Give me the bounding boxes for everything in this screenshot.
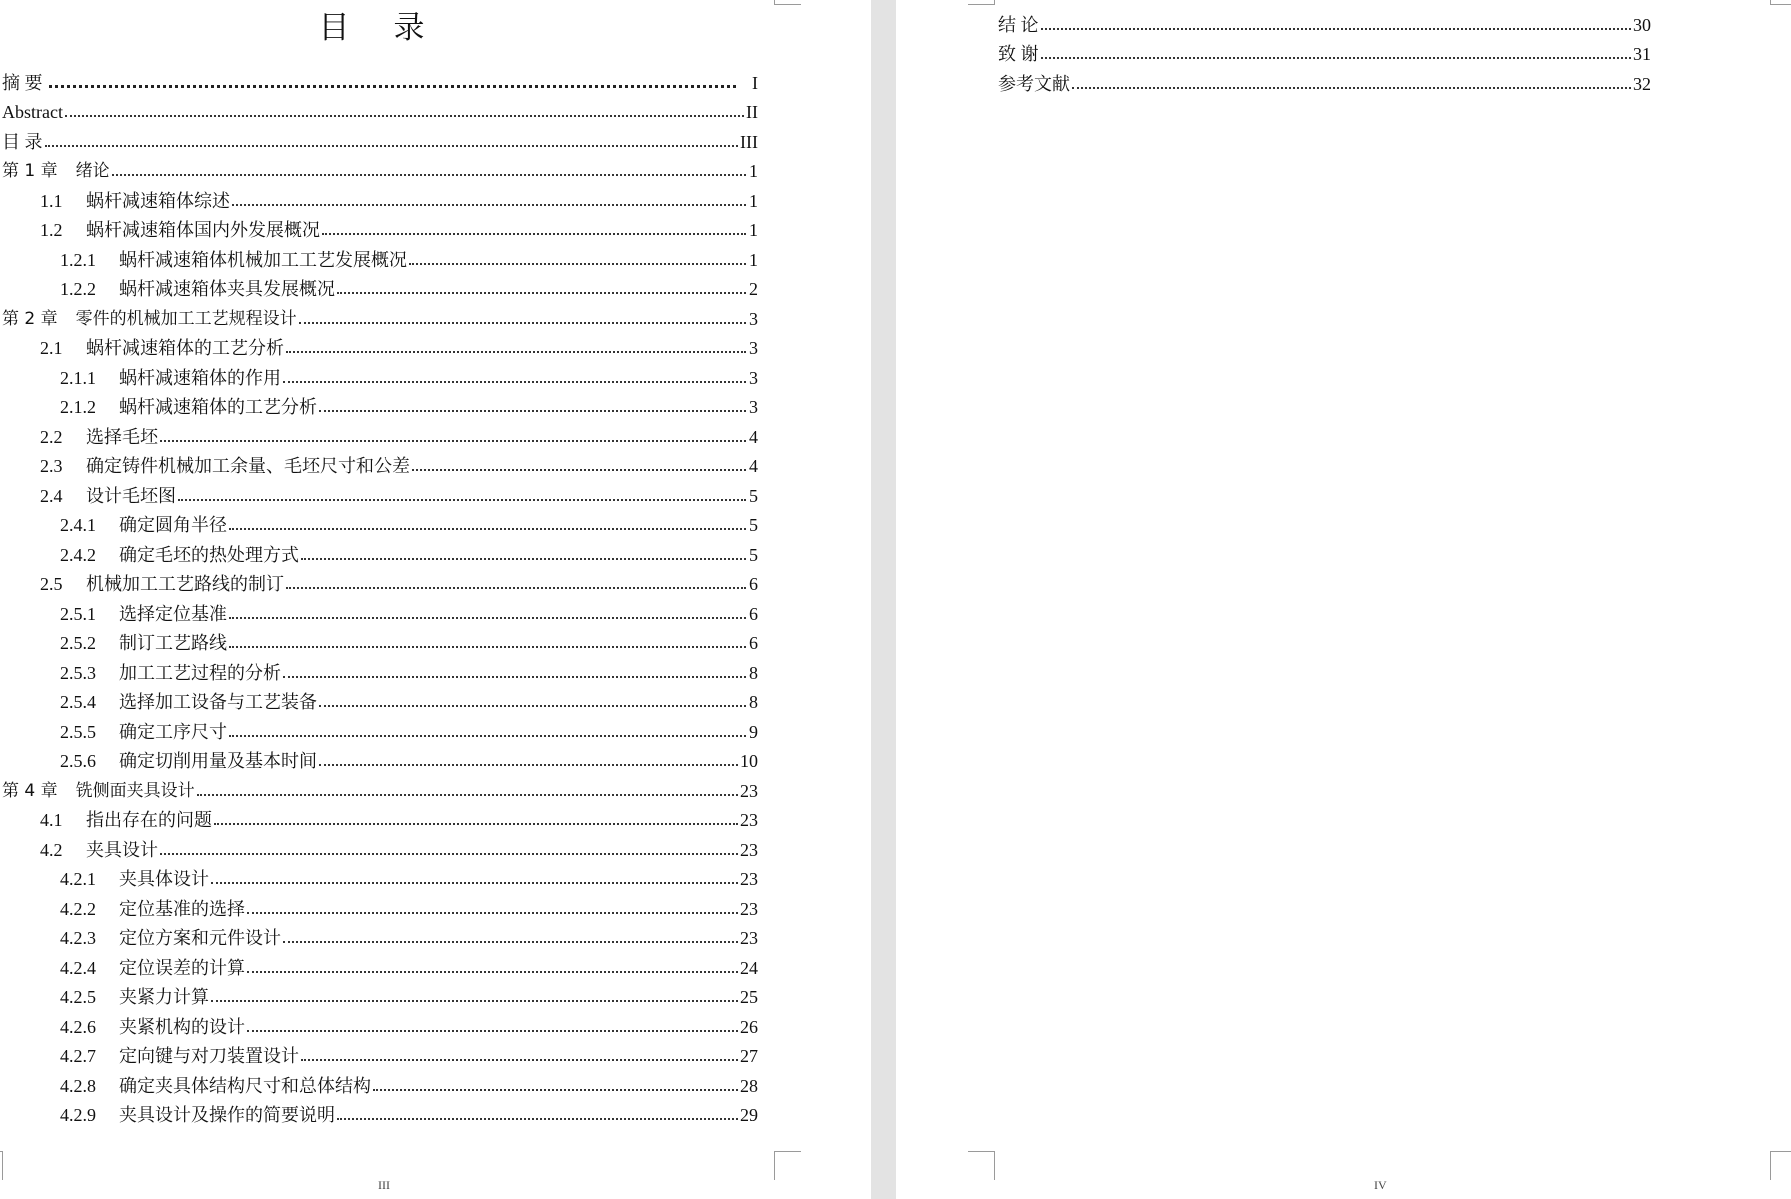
toc-entry-page-number: 6 [749, 603, 758, 624]
page-corner-mark [968, 1151, 995, 1180]
toc-entry[interactable] [0, 684, 758, 714]
toc-entry-number: 4.2.1 [60, 869, 96, 889]
toc-entry-label: 确定圆角半径 [119, 515, 227, 535]
toc-entry-label: 夹紧力计算 [119, 987, 209, 1007]
toc-entry-label: 机械加工工艺路线的制订 [86, 574, 284, 594]
toc-dot-leader [301, 558, 746, 560]
toc-entry[interactable] [0, 743, 758, 773]
toc-entry-page-number: 23 [740, 839, 758, 860]
toc-entry-page-number: 23 [740, 780, 758, 801]
toc-entry-number: 4.1 [40, 810, 63, 830]
toc-entry-number: 1.2 [40, 220, 63, 240]
toc-entry-number: 2.4 [40, 485, 63, 506]
toc-entry-label: 定位基准的选择 [119, 898, 245, 919]
toc-entry-label: 设计毛坯图 [86, 485, 176, 506]
toc-dot-leader [283, 381, 746, 383]
toc-entry-page-number: 9 [749, 721, 758, 742]
toc-entry[interactable] [0, 94, 758, 124]
toc-entry-label: 定位方案和元件设计 [119, 928, 281, 948]
toc-entry-label: 选择加工设备与工艺装备 [119, 692, 317, 712]
toc-list [0, 64, 758, 1126]
toc-entry[interactable] [0, 920, 758, 950]
toc-entry[interactable] [0, 1008, 758, 1038]
toc-dot-leader [337, 1118, 738, 1120]
toc-entry[interactable] [0, 1067, 758, 1097]
toc-entry-label: 夹具设计 [86, 839, 158, 860]
toc-entry-label: 定向键与对刀装置设计 [119, 1046, 299, 1066]
toc-entry[interactable] [0, 1038, 758, 1068]
toc-entry-label: 蜗杆减速箱体的工艺分析 [86, 338, 284, 358]
toc-entry[interactable] [0, 241, 758, 271]
toc-entry[interactable] [0, 536, 758, 566]
toc-entry[interactable] [0, 507, 758, 537]
toc-entry-page-number: 29 [740, 1105, 758, 1125]
toc-dot-leader [197, 794, 738, 796]
toc-entry-page-number: 5 [749, 544, 758, 565]
toc-entry[interactable] [0, 1097, 758, 1127]
toc-dot-leader [283, 941, 738, 943]
toc-entry-label: 确定毛坯的热处理方式 [119, 544, 299, 565]
toc-entry[interactable] [0, 713, 758, 743]
toc-entry-number: 2.5.1 [60, 603, 96, 624]
page-corner-mark [774, 1151, 801, 1180]
toc-entry-label: 加工工艺过程的分析 [119, 662, 281, 683]
toc-entry-page-number: 4 [749, 426, 758, 447]
toc-entry-number: 2.5.5 [60, 721, 96, 742]
toc-dot-leader [229, 528, 746, 530]
toc-entry-label: Abstract [2, 102, 63, 122]
toc-dot-leader [1041, 57, 1632, 59]
toc-entry-number: 2.1.1 [60, 367, 96, 388]
toc-entry[interactable] [0, 625, 758, 655]
toc-entry-page-number: 2 [749, 279, 758, 299]
toc-entry[interactable] [0, 212, 758, 242]
toc-entry-label: 夹具设计及操作的简要说明 [119, 1105, 335, 1125]
toc-entry-number: 2.5.4 [60, 692, 96, 712]
toc-dot-leader [247, 912, 738, 914]
toc-entry-label: 选择毛坯 [86, 426, 158, 447]
toc-entry-label: 确定切削用量及基本时间 [119, 751, 317, 771]
toc-entry-page-number: 1 [749, 161, 758, 181]
toc-entry-number: 4.2.6 [60, 1016, 96, 1037]
toc-dot-leader [286, 587, 746, 589]
toc-entry-number: 2.5 [40, 574, 63, 594]
toc-dot-leader [112, 174, 746, 176]
toc-entry-label: 蜗杆减速箱体的工艺分析 [119, 397, 317, 417]
toc-entry-page-number: 5 [749, 485, 758, 506]
toc-entry-page-number: 5 [749, 515, 758, 535]
toc-entry[interactable] [0, 861, 758, 891]
document-page-left [0, 0, 871, 1199]
toc-entry-page-number: I [752, 72, 758, 93]
toc-entry[interactable] [0, 831, 758, 861]
toc-entry[interactable] [0, 448, 758, 478]
toc-entry-label: 摘 要 [2, 72, 43, 93]
toc-entry[interactable] [996, 65, 1651, 95]
toc-entry-number: 2.5.6 [60, 751, 96, 771]
toc-dot-leader [45, 145, 739, 147]
toc-entry-number: 1.2.1 [60, 249, 96, 270]
toc-entry[interactable] [0, 389, 758, 419]
page-number-footer: III [378, 1178, 390, 1192]
toc-entry-number: 4.2.7 [60, 1046, 96, 1066]
page-corner-mark [0, 1151, 3, 1180]
toc-entry[interactable] [0, 890, 758, 920]
toc-entry-label: 蜗杆减速箱体综述 [86, 190, 230, 211]
toc-entry-number: 2.1.2 [60, 397, 96, 417]
toc-entry-page-number: 26 [740, 1016, 758, 1037]
toc-entry-label: 蜗杆减速箱体的作用 [119, 367, 281, 388]
toc-dot-leader [286, 351, 746, 353]
toc-entry[interactable] [996, 36, 1651, 66]
toc-dot-leader [178, 499, 746, 501]
toc-entry[interactable] [0, 330, 758, 360]
toc-entry-label: 零件的机械加工工艺规程设计 [75, 308, 297, 329]
toc-dot-leader [322, 233, 746, 235]
toc-dot-leader [247, 971, 738, 973]
toc-entry-page-number: 1 [749, 190, 758, 211]
toc-entry-number: 2.1 [40, 338, 63, 358]
toc-entry-label: 指出存在的问题 [86, 810, 212, 830]
toc-entry-label: 蜗杆减速箱体国内外发展概况 [86, 220, 320, 240]
toc-entry[interactable] [0, 654, 758, 684]
toc-entry-label: 目 录 [2, 131, 43, 152]
toc-dot-leader [229, 735, 746, 737]
toc-dot-leader [373, 1089, 738, 1091]
toc-entry-page-number: III [740, 131, 758, 152]
toc-entry-label: 结 论 [998, 14, 1039, 35]
toc-entry-label: 参考文献 [998, 73, 1070, 94]
toc-entry[interactable] [0, 949, 758, 979]
toc-dot-leader [1072, 87, 1631, 89]
toc-entry-number: 1.2.2 [60, 279, 96, 299]
toc-entry-page-number: 23 [740, 928, 758, 948]
page-corner-mark [774, 0, 801, 5]
toc-dot-leader [283, 676, 746, 678]
toc-entry-label: 铣侧面夹具设计 [75, 780, 195, 801]
toc-entry[interactable] [996, 6, 1651, 36]
toc-entry-page-number: 25 [740, 987, 758, 1007]
toc-entry-page-number: 10 [740, 751, 758, 771]
toc-entry-number: 4.2.2 [60, 898, 96, 919]
toc-entry-page-number: 8 [749, 662, 758, 683]
toc-entry-number: 4.2.3 [60, 928, 96, 948]
toc-entry-number: 2.5.2 [60, 633, 96, 653]
toc-dot-leader [49, 85, 737, 88]
toc-entry-number: 4.2.8 [60, 1075, 96, 1096]
toc-dot-leader [319, 410, 746, 412]
toc-dot-leader [214, 823, 738, 825]
toc-entry-label: 定位误差的计算 [119, 957, 245, 978]
toc-dot-leader [229, 617, 746, 619]
toc-entry-label: 确定夹具体结构尺寸和总体结构 [119, 1075, 371, 1096]
toc-entry-page-number: 4 [749, 456, 758, 476]
toc-entry-label: 确定工序尺寸 [119, 721, 227, 742]
toc-entry-page-number: 3 [749, 367, 758, 388]
toc-entry-label: 选择定位基准 [119, 603, 227, 624]
toc-entry-page-number: 3 [749, 338, 758, 358]
toc-entry-number: 第 2 章 [2, 308, 58, 329]
toc-entry-page-number: 1 [749, 249, 758, 270]
toc-dot-leader [160, 440, 746, 442]
toc-entry-page-number: 28 [740, 1075, 758, 1096]
toc-entry-page-number: 24 [740, 957, 758, 978]
toc-entry-number: 2.3 [40, 456, 63, 476]
toc-entry-page-number: II [746, 102, 758, 122]
toc-entry-page-number: 3 [749, 397, 758, 417]
document-page-right [896, 0, 1791, 1199]
toc-entry[interactable] [0, 772, 758, 802]
toc-entry-label: 致 谢 [998, 44, 1039, 64]
toc-entry-page-number: 6 [749, 633, 758, 653]
toc-entry[interactable] [0, 271, 758, 301]
toc-entry[interactable] [0, 595, 758, 625]
toc-entry-number: 2.4.2 [60, 544, 96, 565]
page-number-footer: IV [1374, 1178, 1387, 1192]
toc-dot-leader [211, 1000, 738, 1002]
toc-entry-number: 4.2.5 [60, 987, 96, 1007]
toc-dot-leader [65, 115, 744, 117]
toc-entry[interactable] [0, 123, 758, 153]
toc-entry[interactable] [0, 979, 758, 1009]
toc-entry-label: 制订工艺路线 [119, 633, 227, 653]
toc-entry-page-number: 23 [740, 810, 758, 830]
toc-entry-page-number: 30 [1633, 14, 1651, 35]
toc-dot-leader [247, 1030, 738, 1032]
toc-dot-leader [211, 882, 738, 884]
toc-entry-label: 夹具体设计 [119, 869, 209, 889]
toc-entry[interactable] [0, 64, 758, 94]
toc-title: 目 录 [318, 10, 442, 46]
toc-entry-page-number: 6 [749, 574, 758, 594]
toc-dot-leader [299, 322, 746, 324]
toc-entry-number: 1.1 [40, 190, 63, 211]
toc-dot-leader [232, 204, 746, 206]
toc-entry-label: 绪论 [75, 161, 110, 181]
page-corner-mark [968, 0, 995, 5]
toc-entry-number: 4.2.9 [60, 1105, 96, 1125]
toc-entry-label: 夹紧机构的设计 [119, 1016, 245, 1037]
toc-dot-leader [337, 292, 746, 294]
toc-entry-page-number: 8 [749, 692, 758, 712]
toc-entry-label: 蜗杆减速箱体夹具发展概况 [119, 279, 335, 299]
toc-entry-label: 确定铸件机械加工余量、毛坯尺寸和公差 [86, 456, 410, 476]
toc-entry[interactable] [0, 477, 758, 507]
toc-entry-page-number: 23 [740, 869, 758, 889]
toc-entry-label: 蜗杆减速箱体机械加工工艺发展概况 [119, 249, 407, 270]
toc-dot-leader [409, 263, 746, 265]
toc-entry[interactable] [0, 182, 758, 212]
toc-entry-number: 4.2 [40, 839, 63, 860]
toc-dot-leader [1041, 28, 1632, 30]
toc-entry[interactable] [0, 300, 758, 330]
toc-entry-page-number: 32 [1633, 73, 1651, 94]
toc-list-continued [996, 6, 1651, 95]
toc-entry-number: 2.5.3 [60, 662, 96, 683]
toc-entry-page-number: 27 [740, 1046, 758, 1066]
toc-entry[interactable] [0, 418, 758, 448]
toc-entry-number: 第 1 章 [2, 161, 58, 181]
toc-dot-leader [319, 764, 738, 766]
page-corner-mark [1770, 1151, 1791, 1180]
toc-entry-number: 2.2 [40, 426, 63, 447]
page-corner-mark [1770, 0, 1791, 5]
toc-entry[interactable] [0, 153, 758, 183]
toc-entry-page-number: 3 [749, 308, 758, 329]
toc-entry[interactable] [0, 802, 758, 832]
toc-entry-number: 第 4 章 [2, 780, 58, 801]
toc-entry-page-number: 1 [749, 220, 758, 240]
toc-entry-page-number: 31 [1633, 44, 1651, 64]
toc-entry-number: 2.4.1 [60, 515, 96, 535]
toc-dot-leader [412, 469, 746, 471]
toc-dot-leader [160, 853, 738, 855]
toc-entry-number: 4.2.4 [60, 957, 96, 978]
toc-entry-page-number: 23 [740, 898, 758, 919]
toc-entry[interactable] [0, 359, 758, 389]
toc-dot-leader [319, 705, 746, 707]
toc-dot-leader [301, 1059, 738, 1061]
toc-entry[interactable] [0, 566, 758, 596]
toc-dot-leader [229, 646, 746, 648]
